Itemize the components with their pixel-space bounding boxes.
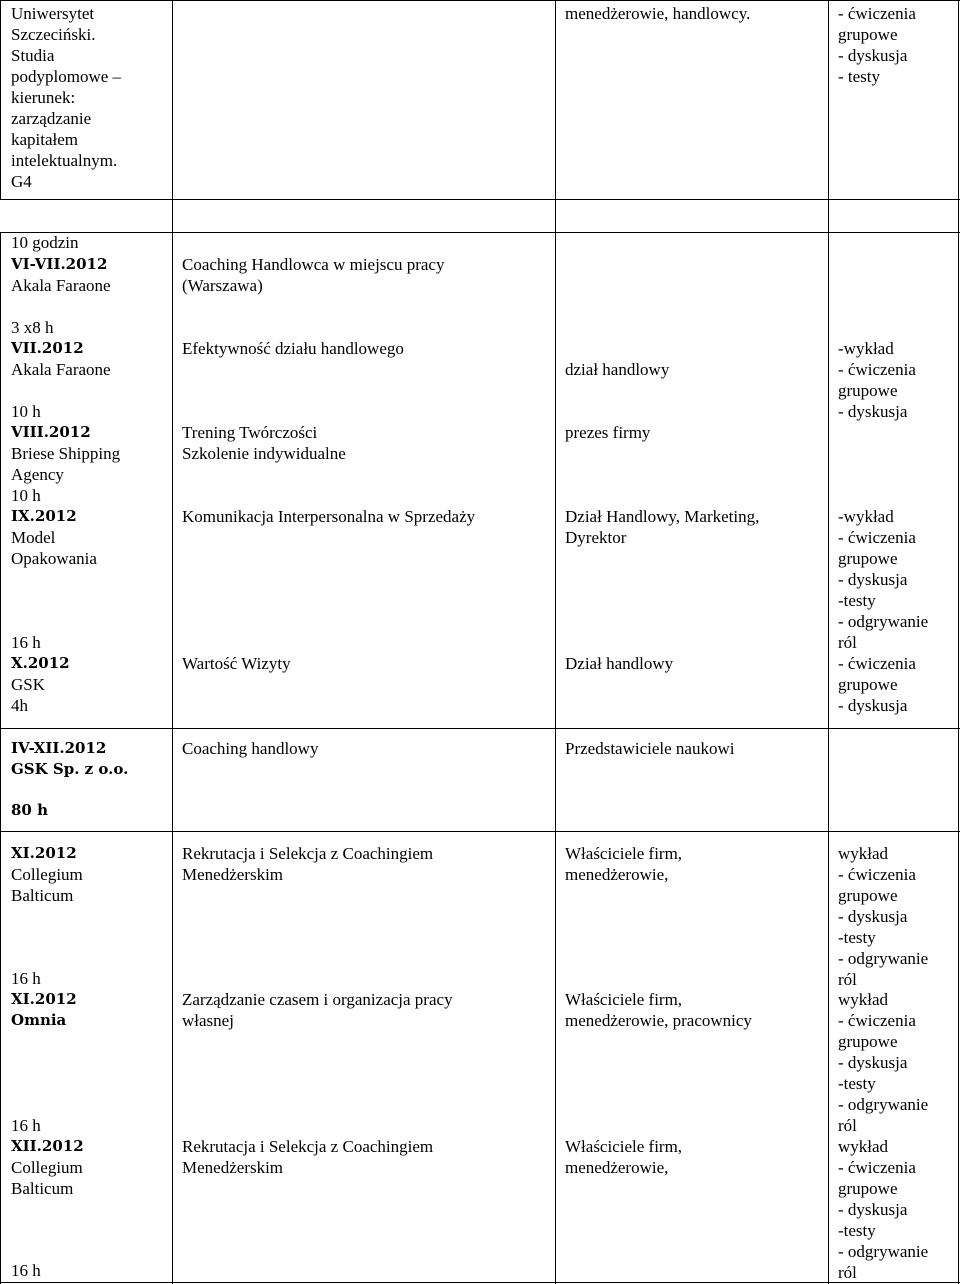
hours-label: 16 h [11, 633, 41, 652]
audience-cell: Właściciele firm, menedżerowie, [565, 1137, 683, 1177]
audience-cell: prezes firmy [565, 423, 651, 442]
date-label: XII.2012 [11, 1137, 84, 1155]
date-label: VI-VII.2012 [11, 255, 108, 273]
methods-cell: wykład - ćwiczenia grupowe - dyskusja -testy - odgrywanie ról [838, 990, 929, 1135]
audience-cell: Właściciele firm, menedżerowie, pracownicy [565, 990, 752, 1030]
organization-label: Model Opakowania [11, 528, 97, 568]
column-divider [172, 0, 173, 1284]
date-label: X.2012 [11, 654, 70, 672]
topic-cell: Coaching handlowy [182, 739, 319, 758]
methods-cell: wykład - ćwiczenia grupowe - dyskusja -testy - odgrywanie ról [838, 844, 929, 989]
table-border-left [0, 232, 1, 1284]
organization-label: Collegium Balticum [11, 1158, 83, 1198]
methods-cell: - ćwiczenia grupowe - dyskusja [838, 654, 916, 715]
organization-label: Briese Shipping Agency [11, 444, 121, 484]
methods-cell: wykład - ćwiczenia grupowe - dyskusja -testy - odgrywanie ról [838, 1137, 929, 1282]
column-divider [555, 0, 556, 1284]
topic-cell: Komunikacja Interpersonalna w Sprzedaży [182, 507, 476, 526]
hours-label: 80 h [11, 801, 49, 819]
topic-cell: Coaching Handlowca w miejscu pracy (Warszawa) [182, 255, 445, 295]
topic-cell: Rekrutacja i Selekcja z Coachingiem Menedżerskim [182, 1137, 434, 1177]
audience-cell: Dział handlowy [565, 654, 674, 673]
row-divider [0, 232, 960, 233]
methods-cell: -wykład - ćwiczenia grupowe - dyskusja [838, 339, 916, 421]
table-border-top [0, 0, 960, 1]
topic-cell: Zarządzanie czasem i organizacja pracy własnej [182, 990, 453, 1030]
date-label: VIII.2012 [11, 423, 91, 441]
date-label: IX.2012 [11, 507, 77, 525]
organization-label: Collegium Balticum [11, 865, 83, 905]
hours-label: 16 h [11, 1261, 41, 1280]
table-border-left [0, 0, 1, 199]
hours-label: 10 godzin [11, 233, 79, 252]
date-label: VII.2012 [11, 339, 84, 357]
hours-label: 16 h [11, 1116, 41, 1135]
table-border-bottom [0, 1282, 960, 1283]
audience-cell: Przedstawiciele naukowi [565, 739, 735, 758]
audience-cell: menedżerowie, handlowcy. [565, 4, 751, 23]
topic-cell: Trening Twórczości Szkolenie indywidualne [182, 423, 346, 463]
organization-label: Akala Faraone [11, 360, 111, 379]
hours-label: 10 h [11, 486, 41, 505]
row-divider [0, 831, 960, 832]
hours-label: 4h [11, 696, 28, 715]
row-divider [0, 199, 960, 200]
hours-label: 10 h [11, 402, 41, 421]
column-divider [828, 0, 829, 1284]
methods-cell: - ćwiczenia grupowe - dyskusja - testy [838, 4, 916, 86]
organization-label: GSK Sp. z o.o. [11, 760, 129, 778]
date-label: XI.2012 [11, 844, 77, 862]
audience-cell: Właściciele firm, menedżerowie, [565, 844, 683, 884]
organization-label: Akala Faraone [11, 276, 111, 295]
methods-cell: -wykład - ćwiczenia grupowe - dyskusja -testy - odgrywanie ról [838, 507, 929, 652]
audience-cell: dział handlowy [565, 360, 670, 379]
date-label: IV-XII.2012 [11, 739, 107, 757]
institution-cell: Uniwersytet Szczeciński. Studia podyplomowe – kierunek: zarządzanie kapitałem intelektualnym. G4 [11, 4, 122, 191]
hours-label: 16 h [11, 969, 41, 988]
organization-label: GSK [11, 675, 46, 694]
hours-label: 3 x8 h [11, 318, 54, 337]
row-divider [0, 728, 960, 729]
audience-cell: Dział Handlowy, Marketing, Dyrektor [565, 507, 760, 547]
topic-cell: Efektywność działu handlowego [182, 339, 404, 358]
organization-label: Omnia [11, 1011, 67, 1029]
table-border-right [958, 0, 959, 1284]
date-label: XI.2012 [11, 990, 77, 1008]
topic-cell: Rekrutacja i Selekcja z Coachingiem Menedżerskim [182, 844, 434, 884]
topic-cell: Wartość Wizyty [182, 654, 291, 673]
